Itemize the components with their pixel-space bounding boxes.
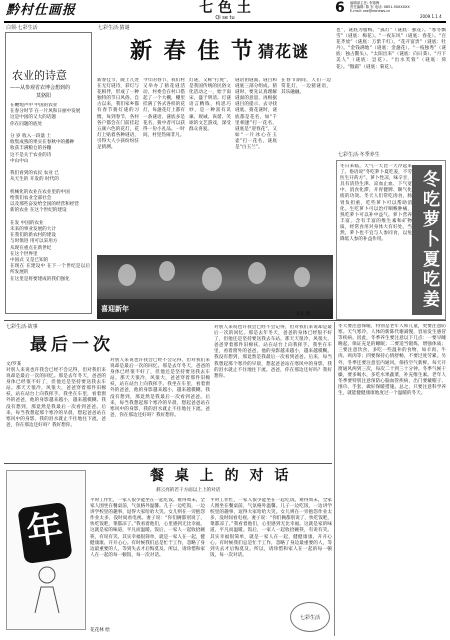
photo-caption: 喜迎新年	[101, 305, 129, 313]
dialogue-subtitle: 郝云亮的若干方面以上上的对话	[156, 488, 221, 493]
dialogue-col-2: 平时工作忙，一家人很少能坐在一起吃饭。难得周末，全家人围坐在餐桌前，气氛格外温馨。儿子一边吃饭，一边讲学校里的趣事，逗得大家哈哈大笑。女儿则在一旁抱怨作业太多，没时间看电视。妻子说：“你们俩都别说了，快吃饭吧，菜都凉了。”我看着他们，心里感到无比幸福。这就是家的味道，平凡而温暖。饭后，一家人一起收拾碗筷，有说有笑。其实幸福很简单，就是一家人在一起，健健康康、开开心心。有时候我们总是忙于工作，忽略了身边最重要的人，等到失去才后悔莫及。所以，请珍惜和家人在一起的每一顿饭，每一次对话。	[210, 498, 332, 558]
poem-subtitle: ——从参观省农博会想到的	[10, 85, 71, 91]
dialogue-col-1: 平时工作忙，一家人很少能坐在一起吃饭。难得周末，全家人围坐在餐桌前，气氛格外温馨。儿子一边吃饭，一边讲学校里的趣事，逗得大家哈哈大笑。女儿则在一旁抱怨作业太多，没时间看电视。妻子说：“你们俩都别说了，快吃饭吧，菜都凉了。”我看着他们，心里感到无比幸福。这就是家的味道，平凡而温暖。饭后，一家人一起收拾碗筷，有说有笑。其实幸福很简单，就是一家人在一起，健健康康、开开心心。有时候我们总是忙于工作，忽略了身边最重要的人，等到失去才后悔莫及。所以，请珍惜和家人在一起的每一顿饭，每一次对话。	[90, 498, 205, 558]
paper-name: 黔村仕画报	[6, 3, 77, 18]
poem-line: 这不是关于农业的诗	[10, 152, 52, 158]
feature-photo	[97, 255, 333, 319]
section-divider	[4, 320, 446, 321]
poem-line: 从现在重点在新世纪	[10, 245, 52, 251]
poem-line: 我们看到的农民 农业 已	[10, 171, 59, 177]
feature-col-5: 在春节期间，人们一边赏花灯，一边猜谜语，其乐融融。	[281, 78, 331, 96]
dialogue-rule	[4, 463, 332, 464]
poem-tag: 白领·七彩生活	[6, 25, 38, 31]
figure-sketch	[17, 565, 77, 615]
poem-line: 在鞭炮声中 中国的农业	[10, 103, 58, 108]
poem-line: 从天生的 开发的 时代的	[10, 177, 59, 183]
poem-line: 在春分时节 在一片风和日丽中发展	[10, 109, 81, 115]
feature-headline	[130, 38, 340, 68]
poem-line: 给我们农业全部社会	[10, 196, 52, 202]
feature-col-2: 今年的春节，我们村又举办了猜花谜活动，村委会在村口搭起了一个大棚，棚里挂满了各式各样的花灯，每盏花灯上都有一条谜语，谜底多是花名，猜中者可以获得一份小礼品。一时间，村里热闹非凡。	[143, 78, 185, 138]
winter-box	[336, 160, 446, 320]
poem-line: 分 岁 收入一段量 土	[10, 134, 52, 140]
right-lower-text: 冬天要注意保暖，特别是老年人和儿童，更要注意防寒。天气寒冷，人体的新陈代谢减慢，容易发生感冒等疾病。因此，冬季养生要注意以下几点：一要早睡晚起，保证充足的睡眠；二要适当锻炼，增强体质；三要注意饮食，多吃一些温补的食物，如羊肉、牛肉、鸡肉等；四要保持心情舒畅，不要过度劳累。另外，冬季还要注意室内通风，保持空气新鲜。每天开窗通风两到三次，每次二十到三十分钟。冬季气候干燥，要多喝水，多吃水果蔬菜，补充维生素。老年人冬季要特别注意预防心脑血管疾病，出门要戴帽子、围巾、手套，做好保暖措施。总之，只要注意科学养生，就能健健康康地度过一个温暖的冬天。	[338, 324, 446, 397]
meta-editor: 编辑部主任: 李寒梅	[350, 1, 380, 5]
poem-line: 在发 中国的农业	[10, 220, 44, 226]
masthead-rule	[4, 21, 446, 23]
poem-line: 在我们的新农村的建设	[10, 233, 56, 239]
poem-line: 中国式 又是已知的	[10, 258, 49, 264]
lanterns-illustration	[97, 255, 333, 319]
feature-col-1: 新春佳节，陇上几处在无灯谜诗，彩灯与花相伴，形成了一种独特的节日风俗。自古以来，我们家乡都有春节猜灯谜的习惯，每到春节，各村各户都会在门前挂起五颜六色的花灯，花灯上贴着各种谜语，引得大人小孩纷纷驻足猜测。	[97, 78, 139, 151]
illustration-credit: 花花林 绘	[90, 628, 110, 633]
poem-line: 在这个世界里	[10, 251, 38, 257]
meta-phone: 责任编辑: 陈 东 电话: 0851-5XXXXXX	[350, 5, 410, 10]
poem-line: 在这里是将要建成的我们强化	[10, 276, 70, 282]
photo-credit: 肖方 摄	[295, 312, 311, 317]
poem-title: 农业的诗意	[12, 69, 67, 82]
meta-email: E-mail: xse@nbnews.cn	[350, 9, 391, 14]
feature-col-3: 灯谜，又称“打虎”，是我国传统的民俗文化活动之一，始于南宋，盛于明清。灯谜语言精练，构思巧妙，是一种富有讥谏、规诫、诙谐、笑谑的文艺游戏，深受群众喜爱。	[189, 78, 231, 132]
story-tag: 七彩生活·故事	[6, 324, 38, 330]
story-title: 最后一次	[30, 335, 114, 355]
feature-tag: 七彩生活·猜谜	[98, 25, 130, 31]
story-headline-wrap	[30, 335, 150, 357]
poem-line: 未来的事业发展的大计	[10, 227, 56, 233]
poem-line: 在现在 在建设中 在下一个世纪是以后所发展的	[10, 264, 90, 276]
poem-body	[10, 103, 90, 311]
dialogue-title: 餐 桌 上 的 对 话	[150, 468, 292, 484]
story-body-3: 对别人来说也许我会已经不会记得，但对我们来说却是最后一次的回忆。那是去年冬天，爸爸的身体已经很不好了，但他还是坚持要送我去车站。那天天很冷，风很大，爸爸穿着那件旧棉袄，站在站台上向我挥手。我坐在车里，看着窗外的爸爸，他的身影越来越小，越来越模糊。我没有想到，那竟然是我最后一次看到爸爸。后来，每当我想起那个寒冷的早晨，想起爸爸站在寒风中的身影，我的泪水就止不住地往下流。爸爸，你在那边还好吗？我好想你。	[214, 325, 332, 379]
feature-col-4: 谜语由谜面、谜目和谜底三部分组成。猜谜时，要先认真理解谜面的意思，再根据谜目的提示，去寻找谜底。猜花谜时，谜底都是花名，如“千里相逢”打一花名，谜底是“迎春花”，又如“一片冰心在玉壶”打一花名，谜底是“白玉兰”。	[235, 78, 277, 151]
poem-line: 中山中山	[10, 158, 29, 164]
story-body-2: 对别人来说也许我会已经不会记得，但对我们来说却是最后一次的回忆。那是去年冬天，爸爸的身体已经很不好了，但他还是坚持要送我去车站。那天天很冷，风很大，爸爸穿着那件旧棉袄，站在站台上向我挥手。我坐在车里，看着窗外的爸爸，他的身影越来越小，越来越模糊。我没有想到，那竟然是我最后一次看到爸爸。后来，每当我想起那个寒冷的早晨，想起爸爸站在寒风中的身影，我的泪水就止不住地往下流。爸爸，你在那边还好吗？我好想你。	[110, 358, 210, 418]
corner-badge-label: 七彩生活	[299, 615, 320, 621]
new-year-illustration	[6, 470, 86, 630]
poem-author: 莫骆阳	[36, 93, 52, 99]
poem-line: 这是中国的又大的话题	[10, 115, 56, 121]
section-pinyin: Qi se tu	[215, 15, 235, 21]
story-author: 文/罗某	[6, 362, 22, 367]
poem-line: 收获丰满粮仓的谷穗	[10, 146, 52, 152]
feature-right-col: 也”，谜底为腊梅。“孤灯”（谜底：独花）。“寒冬飘雪”（谜底：梅花）。“一夜东风”（谜底：春花）。“百花齐放”（谜底：万紫千红）。“花开富贵”（谜底：牡丹）。“金钱满地”（谜底：金盏花）。“一枝独秀”（谜底：独占鳌头）。“太阳出来”（谜底：向日葵）。“月下美人”（谜底：昙花）。“出水芙蓉”（谜底：荷花）。“傲霜”（谜底：菊花）。	[336, 28, 446, 70]
story-body-1: 对别人来说也许我会已经不会记得，但对我们来说却是最后一次的回忆。那是去年冬天，爸爸的身体已经很不好了，但他还是坚持要送我去车站。那天天很冷，风很大，爸爸穿着那件旧棉袄，站在站台上向我挥手。我坐在车里，看着窗外的爸爸，他的身影越来越小，越来越模糊。我没有想到，那竟然是我最后一次看到爸爸。后来，每当我想起那个寒冷的早晨，想起爸爸站在寒风中的身影，我的泪水就止不住地往下流。爸爸，你在那边还好吗？我好想你。	[6, 368, 106, 428]
winter-text: 冬日来临，天气一天比一天冷起来了。俗语说“冬吃萝卜夏吃姜，不劳医生开药方”。萝卜性凉，味辛甘，具有清热生津、凉血止血、下气宽中、消食化滞、开胃健脾、顺气化痰的功效。冬天人们常吃肉食，肠胃负担重，吃些萝卜可以帮助消化。生吃萝卜可以治疗咽喉肿痛，熟吃萝卜可以补中益气。萝卜营养丰富，含有丰富的维生素和矿物质，经常食用对身体大有好处。当然，萝卜也不宜与人参同食，以免降低人参的补益作用。	[340, 164, 412, 243]
page-number: 6	[335, 0, 345, 16]
poem-line: 你在问题的底处	[10, 121, 43, 127]
winter-vertical-title: 冬吃萝卜夏吃姜	[412, 165, 442, 315]
feature-title-right: 猜花谜	[258, 42, 310, 61]
new-year-character: 年	[24, 507, 66, 554]
poem-line: 新的农业 在这个世纪的建设	[10, 208, 67, 214]
poem-line: 机械化的农业在农业里的中国	[10, 189, 70, 195]
poem-line: 以及那些奋发给全国的经营和经营	[10, 202, 79, 208]
section-title: 七 色 土	[199, 0, 251, 16]
feature-title: 新 春 佳 节	[130, 38, 255, 64]
issue-date: 2009.1.1 4	[420, 14, 442, 19]
poem-line: 收集成熟的果实在春秋中的播种	[10, 140, 75, 146]
winter-tag: 七彩生活·冬季养生	[338, 152, 380, 158]
right-col-rule	[334, 322, 335, 636]
masthead-meta	[350, 1, 448, 14]
corner-badge	[290, 602, 330, 632]
poem-box	[5, 32, 92, 314]
poem-line: 与时俱进 用可以采用方	[10, 239, 58, 245]
masthead	[0, 0, 450, 22]
